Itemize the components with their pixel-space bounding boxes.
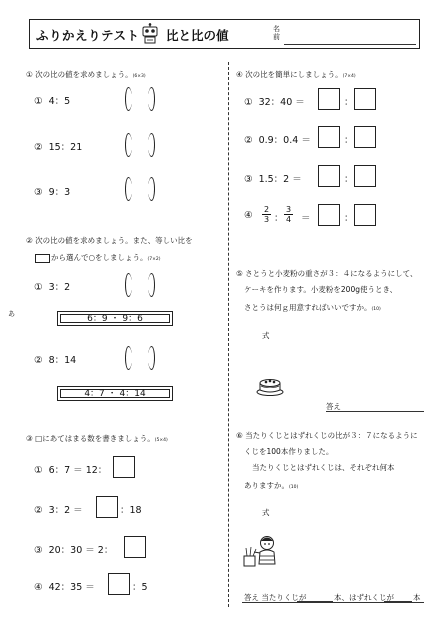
q3-answer-box-1[interactable] [113, 456, 135, 478]
q6-line1: ⑥ 当たりくじとはずれくじの比が３：７になるように [236, 431, 418, 440]
q3-answer-box-2[interactable] [96, 496, 118, 518]
q4-item-2: ② 0.9：0.4 ＝ [244, 135, 311, 146]
q3-item-2: ② 3：2 ＝ [34, 505, 83, 516]
q2-choices-1[interactable]: 6：9 ・ 9：6 [57, 311, 173, 326]
q4-answer-right-1[interactable] [354, 88, 376, 110]
q2-answer-1[interactable] [125, 273, 155, 297]
q6-answer-underline [242, 602, 424, 603]
q2-item-1: ① 3：2 [34, 282, 71, 293]
q4-fraction-2: $\frac{3}{4}$ [285, 205, 292, 224]
q4-item-1: ① 32：40 ＝ [244, 97, 305, 108]
q5-answer-label: 答え [326, 402, 341, 411]
q3-answer-box-3[interactable] [124, 536, 146, 558]
q6-answer-label: 答え 当たりくじが [244, 593, 307, 602]
q2-choices-2[interactable]: 4：7 ・ 4：14 [57, 386, 173, 401]
q1-item-2: ② 15：21 [34, 142, 83, 153]
q5-line2: ケーキを作ります。小麦粉を200g使うとき、 [244, 285, 398, 294]
q6-answer-end: 本 [413, 593, 421, 602]
q4-colon-1: ： [344, 97, 354, 108]
q2-answer-2[interactable] [125, 346, 155, 370]
q5-formula-label: 式 [262, 331, 270, 340]
q4-equals-4: ＝ [301, 213, 311, 224]
q4-colon-3: ： [344, 174, 354, 185]
q4-colon-4a: ： [274, 213, 284, 224]
q4-item-3: ③ 1.5：2 ＝ [244, 174, 302, 185]
q2-title-line2: から選んで○をしましょう。(7×2) [34, 252, 161, 263]
q6-line3: 当たりくじとはずれくじは、それぞれ何本 [252, 463, 395, 472]
q2-title-line1: ② 次の比の値を求めましょう。また、等しい比を [26, 236, 193, 245]
q1-item-3: ③ 9：3 [34, 187, 71, 198]
q1-item-1: ① 4：5 [34, 96, 71, 107]
q4-answer-right-3[interactable] [354, 165, 376, 187]
name-label: 名前 [273, 25, 280, 41]
q5-line3: さとうは何ｇ用意すればいいですか。(10) [244, 303, 381, 312]
side-mark: あ [8, 310, 15, 318]
unit-title: 比と比の値 [166, 28, 229, 43]
q4-answer-left-1[interactable] [318, 88, 340, 110]
cake-icon [256, 374, 284, 396]
q3-item-4-right: ：5 [132, 582, 148, 593]
name-field[interactable] [284, 44, 416, 45]
column-divider [228, 62, 229, 607]
q3-answer-box-4[interactable] [108, 573, 130, 595]
q3-item-2-right: ：18 [120, 505, 142, 516]
q6-line4: ありますか。(10) [244, 481, 299, 490]
q1-answer-1[interactable] [125, 87, 155, 111]
q1-answer-3[interactable] [125, 177, 155, 201]
q4-answer-right-4[interactable] [354, 204, 376, 226]
q2-item-2: ② 8：14 [34, 355, 77, 366]
q5-answer-field[interactable] [326, 411, 424, 412]
q4-answer-left-4[interactable] [318, 204, 340, 226]
q1-title: ① 次の比の値を求めましょう。(6×3) [26, 70, 146, 79]
robot-icon [141, 23, 159, 44]
q2-placeholder-box [35, 254, 50, 263]
q3-item-1: ① 6：7 ＝ 12： [34, 465, 108, 476]
test-title: ふりかえりテスト [36, 28, 140, 43]
q4-title: ④ 次の比を簡単にしましょう。(7×4) [236, 70, 356, 79]
q1-answer-2[interactable] [125, 133, 155, 157]
q3-title: ③ □にあてはまる数を書きましょう。(5×4) [26, 434, 168, 443]
q4-answer-left-3[interactable] [318, 165, 340, 187]
q5-line1: ⑤ さとうと小麦粉の重さが３：４になるようにして、 [236, 269, 418, 278]
q6-answer-mid: 本、はずれくじが [334, 593, 394, 602]
q6-formula-label: 式 [262, 508, 270, 517]
q3-item-4: ④ 42：35 ＝ [34, 582, 95, 593]
q4-answer-left-2[interactable] [318, 126, 340, 148]
q4-answer-right-2[interactable] [354, 126, 376, 148]
q3-item-3: ③ 20：30 ＝ 2： [34, 545, 114, 556]
q4-item-4-no: ④ [244, 210, 253, 221]
q4-colon-4: ： [344, 213, 354, 224]
child-drawing-lots-icon [242, 534, 282, 570]
q4-colon-2: ： [344, 135, 354, 146]
q6-line2: くじを100本作りました。 [244, 447, 334, 456]
q4-fraction-1: $\frac{2}{3}$ [263, 205, 270, 224]
